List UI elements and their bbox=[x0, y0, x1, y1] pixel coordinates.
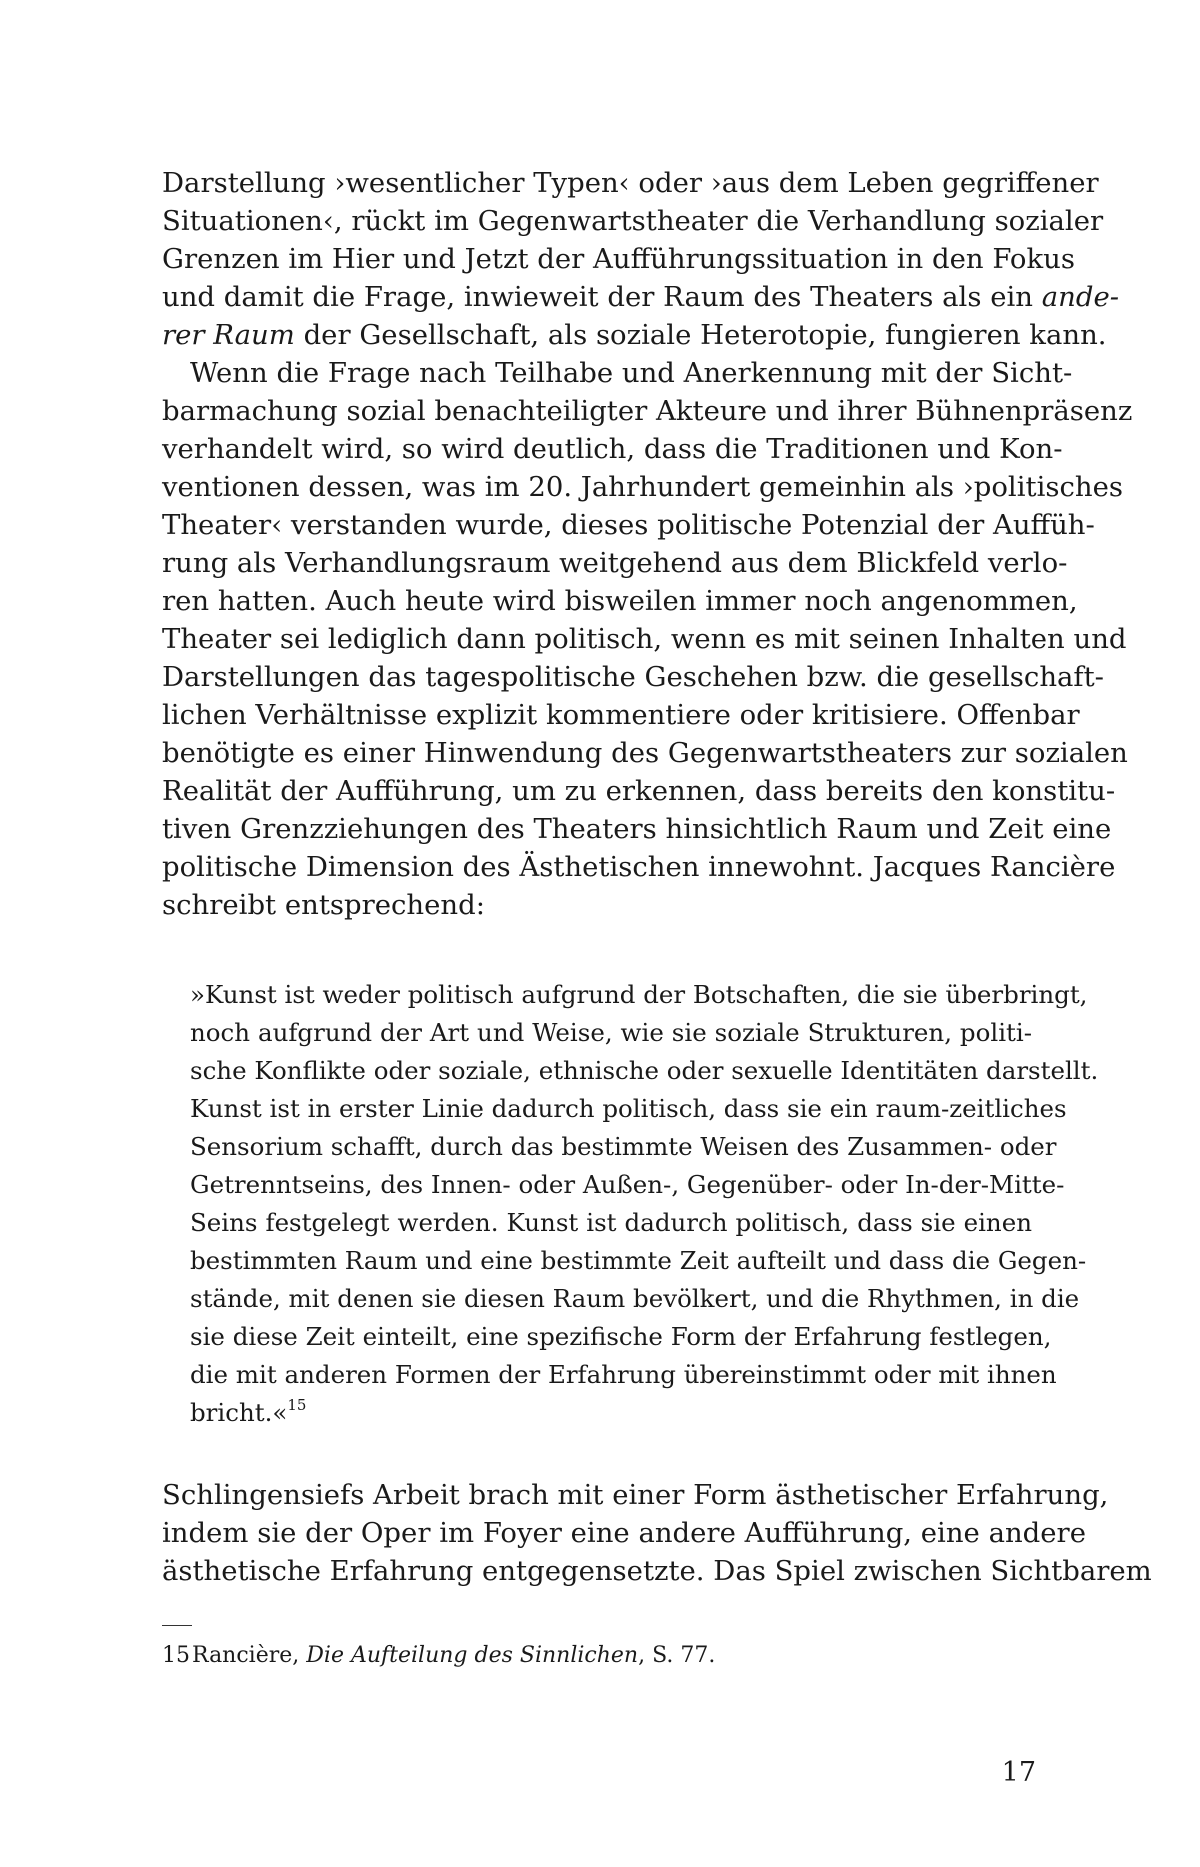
text-line: ren hatten. Auch heute wird bisweilen immer noch angenommen, bbox=[162, 585, 1078, 617]
text-line: Wenn die Frage nach Teilhabe und Anerkennung mit der Sicht- bbox=[190, 357, 1073, 389]
text-line: rer Raum der Gesellschaft, als soziale Heterotopie, fungieren kann. bbox=[162, 319, 1107, 351]
quote-line: Sensorium schafft, durch das bestimmte Weisen des Zusammen- oder bbox=[190, 1132, 1057, 1161]
footnote-author: Rancière, bbox=[192, 1643, 300, 1668]
quote-line: sche Konflikte oder soziale, ethnische oder sexuelle Identitäten darstellt. bbox=[190, 1056, 1099, 1085]
text-line: Situationen‹, rückt im Gegenwartstheater die Verhandlung sozialer bbox=[162, 205, 1104, 237]
quote-line: bestimmten Raum und eine bestimmte Zeit aufteilt und dass die Gegen- bbox=[190, 1246, 1087, 1275]
quote-line: sie diese Zeit einteilt, eine spezifische Form der Erfahrung festlegen, bbox=[190, 1322, 1052, 1351]
text-line: lichen Verhältnisse explizit kommentiere oder kritisiere. Offenbar bbox=[162, 699, 1080, 731]
text-line: Schlingensiefs Arbeit brach mit einer Form ästhetischer Erfahrung, bbox=[162, 1479, 1109, 1511]
text-line: rung als Verhandlungsraum weitgehend aus dem Blickfeld verlo- bbox=[162, 547, 1068, 579]
italic-phrase: rer Raum bbox=[162, 319, 295, 351]
quote-line: Kunst ist in erster Linie dadurch politisch, dass sie ein raum-zeitliches bbox=[190, 1094, 1067, 1123]
footnote-number: 15 bbox=[162, 1643, 190, 1668]
quote-line: Getrenntseins, des Innen- oder Außen-, Gegenüber- oder In-der-Mitte- bbox=[190, 1170, 1065, 1199]
text-line: tiven Grenzziehungen des Theaters hinsichtlich Raum und Zeit eine bbox=[162, 813, 1112, 845]
page-number: 17 bbox=[1001, 1757, 1036, 1788]
text-line: ästhetische Erfahrung entgegensetzte. Das Spiel zwischen Sichtbarem bbox=[162, 1555, 1152, 1587]
text-line: benötigte es einer Hinwendung des Gegenwartstheaters zur sozialen bbox=[162, 737, 1128, 769]
text-line: Darstellungen das tagespolitische Geschehen bzw. die gesellschaft- bbox=[162, 661, 1104, 693]
quote-line: noch aufgrund der Art und Weise, wie sie soziale Strukturen, politi- bbox=[190, 1018, 1032, 1047]
text-line: barmachung sozial benachteiligter Akteure und ihrer Bühnenpräsenz bbox=[162, 395, 1133, 427]
text-line: Grenzen im Hier und Jetzt der Aufführungssituation in den Fokus bbox=[162, 243, 1075, 275]
footnote-title: Die Aufteilung des Sinnlichen bbox=[306, 1643, 639, 1668]
footnote-reference[interactable]: 15 bbox=[287, 1396, 307, 1414]
text-line: verhandelt wird, so wird deutlich, dass die Traditionen und Kon- bbox=[162, 433, 1063, 465]
quote-line: Seins festgelegt werden. Kunst ist dadurch politisch, dass sie einen bbox=[190, 1208, 1032, 1237]
footnote bbox=[162, 1640, 715, 1672]
text-line: Realität der Aufführung, um zu erkennen, dass bereits den konstitu- bbox=[162, 775, 1116, 807]
quote-line: bricht.«$^{15}$ bbox=[190, 1396, 307, 1427]
text-line: indem sie der Oper im Foyer eine andere Aufführung, eine andere bbox=[162, 1517, 1086, 1549]
text-line: Theater sei lediglich dann politisch, wenn es mit seinen Inhalten und bbox=[162, 623, 1127, 655]
italic-phrase: ande- bbox=[1041, 281, 1120, 313]
text-line: Theater‹ verstanden wurde, dieses politische Potenzial der Auffüh- bbox=[162, 509, 1095, 541]
footnote-rest: , S. 77. bbox=[638, 1643, 716, 1668]
footnote-divider bbox=[162, 1625, 192, 1626]
text-line: schreibt entsprechend: bbox=[162, 889, 485, 921]
text-line: ventionen dessen, was im 20. Jahrhundert gemeinhin als ›politisches bbox=[162, 471, 1123, 503]
quote-line: »Kunst ist weder politisch aufgrund der Botschaften, die sie überbringt, bbox=[190, 980, 1088, 1009]
text-line: und damit die Frage, inwieweit der Raum des Theaters als ein ande- bbox=[162, 281, 1120, 313]
text-line: Darstellung ›wesentlicher Typen‹ oder ›aus dem Leben gegriffener bbox=[162, 167, 1099, 199]
text-line: politische Dimension des Ästhetischen innewohnt. Jacques Rancière bbox=[162, 851, 1116, 883]
quote-line: die mit anderen Formen der Erfahrung übereinstimmt oder mit ihnen bbox=[190, 1360, 1057, 1389]
quote-line: stände, mit denen sie diesen Raum bevölkert, und die Rhythmen, in die bbox=[190, 1284, 1080, 1313]
